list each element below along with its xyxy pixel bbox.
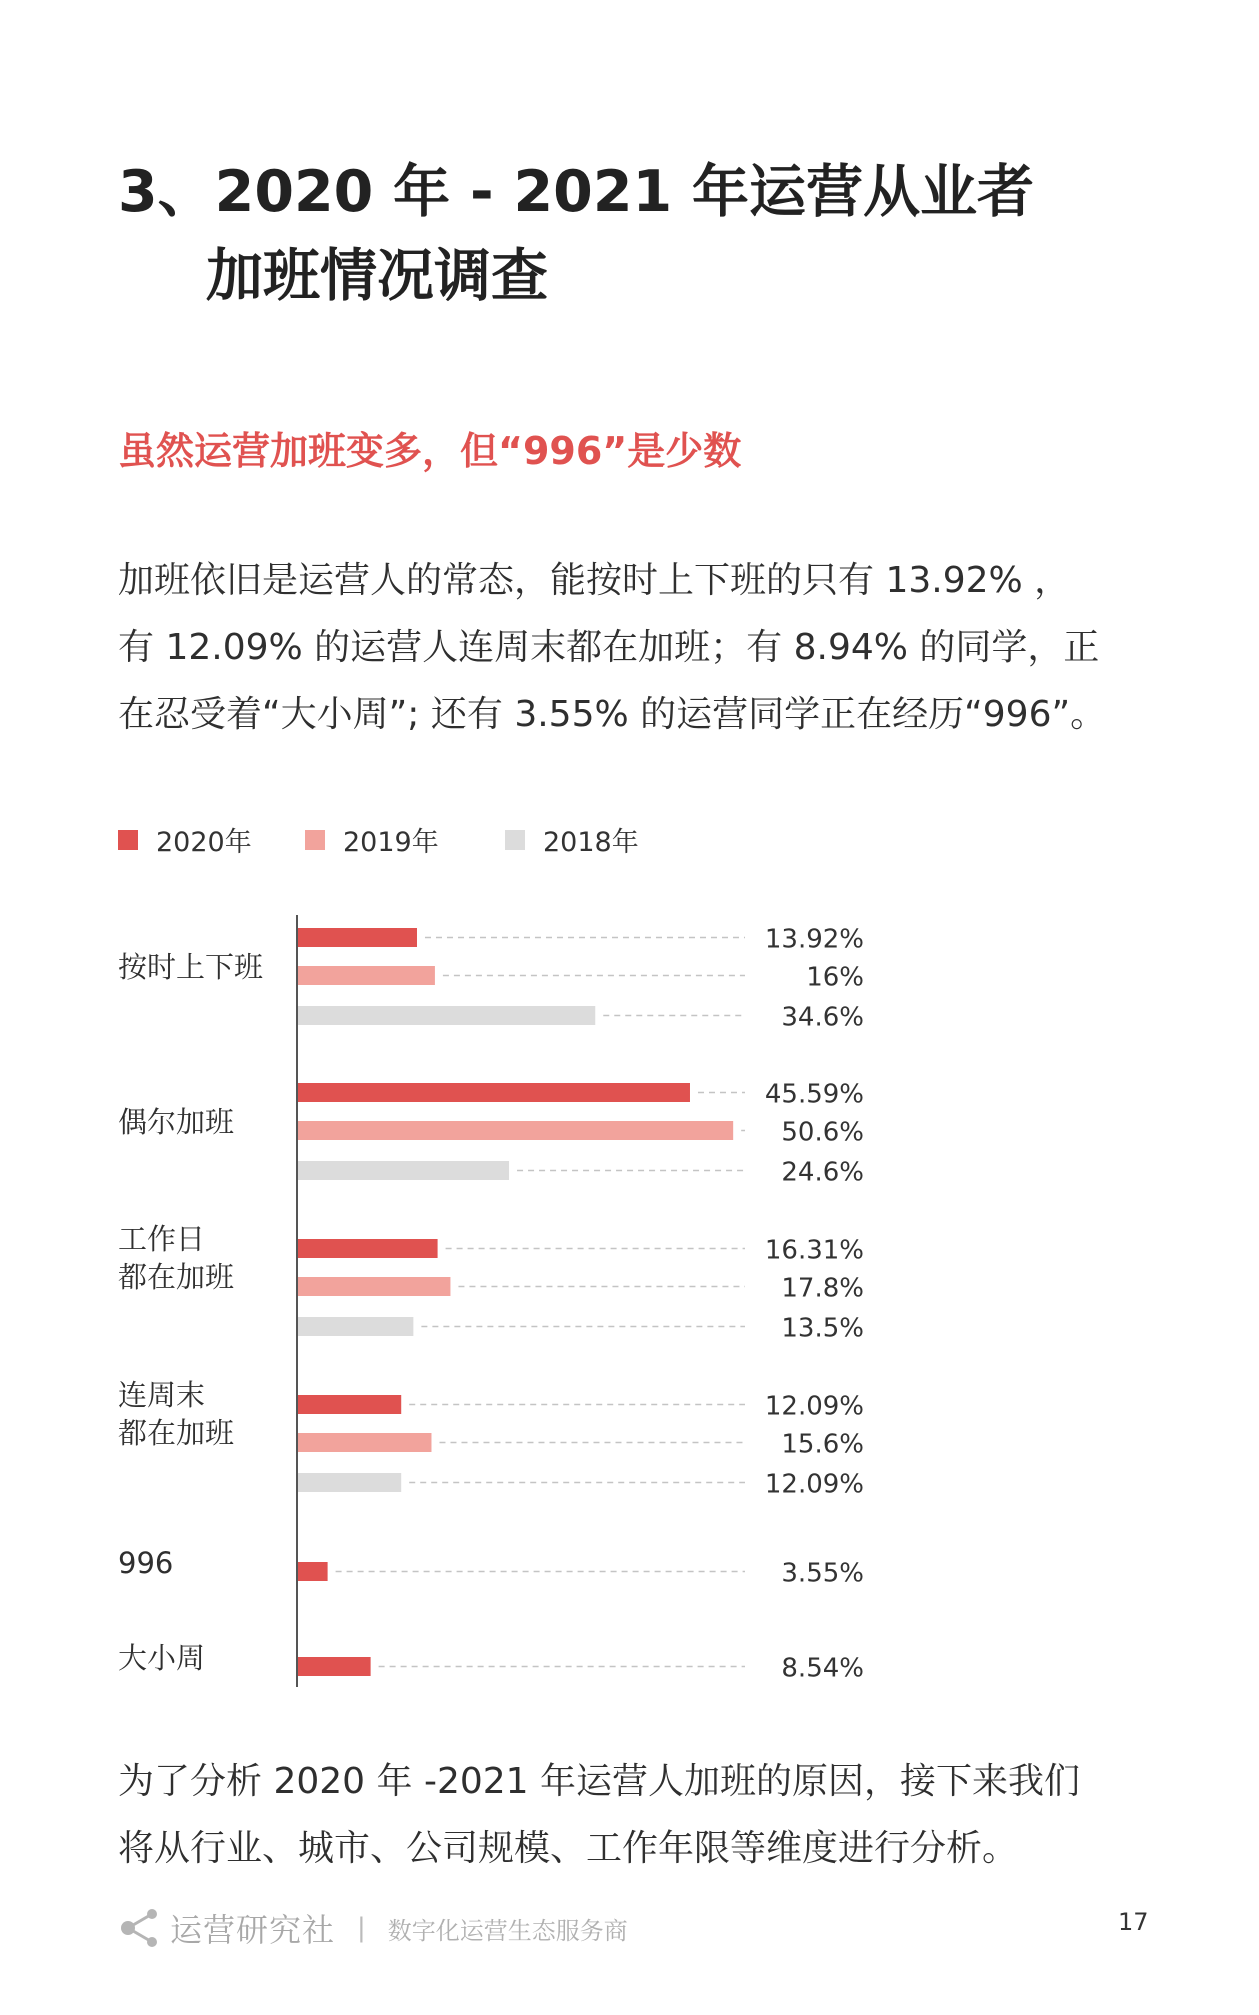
- bar: [297, 1562, 328, 1581]
- value-label: 24.6%: [781, 1157, 864, 1188]
- value-label: 50.6%: [781, 1117, 864, 1148]
- page-title-line1: 3、2020 年 - 2021 年运营从业者: [118, 159, 1034, 225]
- category-label: 偶尔加班: [118, 1105, 235, 1139]
- category-label: 连周末: [118, 1378, 206, 1412]
- bar: [297, 1277, 450, 1296]
- intro-line: 有 12.09% 的运营人连周末都在加班；有 8.94% 的同学，正: [118, 627, 1100, 668]
- bar: [297, 1473, 401, 1492]
- section-subtitle: 虽然运营加班变多，但“996”是少数: [118, 429, 742, 473]
- value-label: 15.6%: [781, 1429, 864, 1460]
- value-label: 34.6%: [781, 1002, 864, 1033]
- category-label: 工作日: [118, 1222, 206, 1256]
- value-label: 12.09%: [764, 1469, 864, 1500]
- value-label: 3.55%: [781, 1558, 864, 1589]
- footer-slogan: 数字化运营生态服务商: [387, 1916, 628, 1945]
- bar: [297, 1121, 733, 1140]
- conclusion-paragraph: [118, 1748, 1158, 1882]
- category-label: 按时上下班: [118, 950, 264, 984]
- value-label: 45.59%: [764, 1079, 864, 1110]
- value-label: 16%: [806, 962, 864, 993]
- page-number: 17: [1118, 1908, 1149, 1936]
- intro-line: 加班依旧是运营人的常态，能按时上下班的只有 13.92% ，: [118, 560, 1071, 601]
- conclusion-line: 为了分析 2020 年 -2021 年运营人加班的原因，接下来我们: [118, 1761, 1080, 1802]
- share-nodes-icon: [118, 1906, 162, 1950]
- bar: [297, 928, 417, 947]
- footer-brand-name: 运营研究社: [170, 1911, 336, 1949]
- bar: [297, 1433, 431, 1452]
- value-label: 13.92%: [764, 924, 864, 955]
- bar: [297, 1083, 690, 1102]
- bar: [297, 1006, 595, 1025]
- bar: [297, 1395, 401, 1414]
- category-label: 都在加班: [118, 1416, 235, 1450]
- category-label: 都在加班: [118, 1260, 235, 1294]
- intro-line: 在忍受着“大小周”; 还有 3.55% 的运营同学正在经历“996”。: [118, 694, 1107, 735]
- bar: [297, 1657, 371, 1676]
- legend-label: 2019年: [343, 827, 439, 858]
- value-label: 12.09%: [764, 1391, 864, 1422]
- page-title-line2: 加班情况调查: [206, 243, 548, 309]
- footer-separator: |: [357, 1913, 366, 1943]
- legend-label: 2018年: [543, 827, 639, 858]
- bar: [297, 1239, 438, 1258]
- value-label: 16.31%: [764, 1235, 864, 1266]
- conclusion-line: 将从行业、城市、公司规模、工作年限等维度进行分析。: [118, 1828, 1019, 1869]
- category-label: 大小周: [118, 1641, 206, 1675]
- bar: [297, 1317, 413, 1336]
- bar: [297, 966, 435, 985]
- legend-label: 2020年: [156, 827, 252, 858]
- bar: [297, 1161, 509, 1180]
- value-label: 13.5%: [781, 1313, 864, 1344]
- value-label: 17.8%: [781, 1273, 864, 1304]
- footer-brand: [118, 1905, 628, 1951]
- value-label: 8.54%: [781, 1653, 864, 1684]
- category-label: 996: [118, 1546, 174, 1580]
